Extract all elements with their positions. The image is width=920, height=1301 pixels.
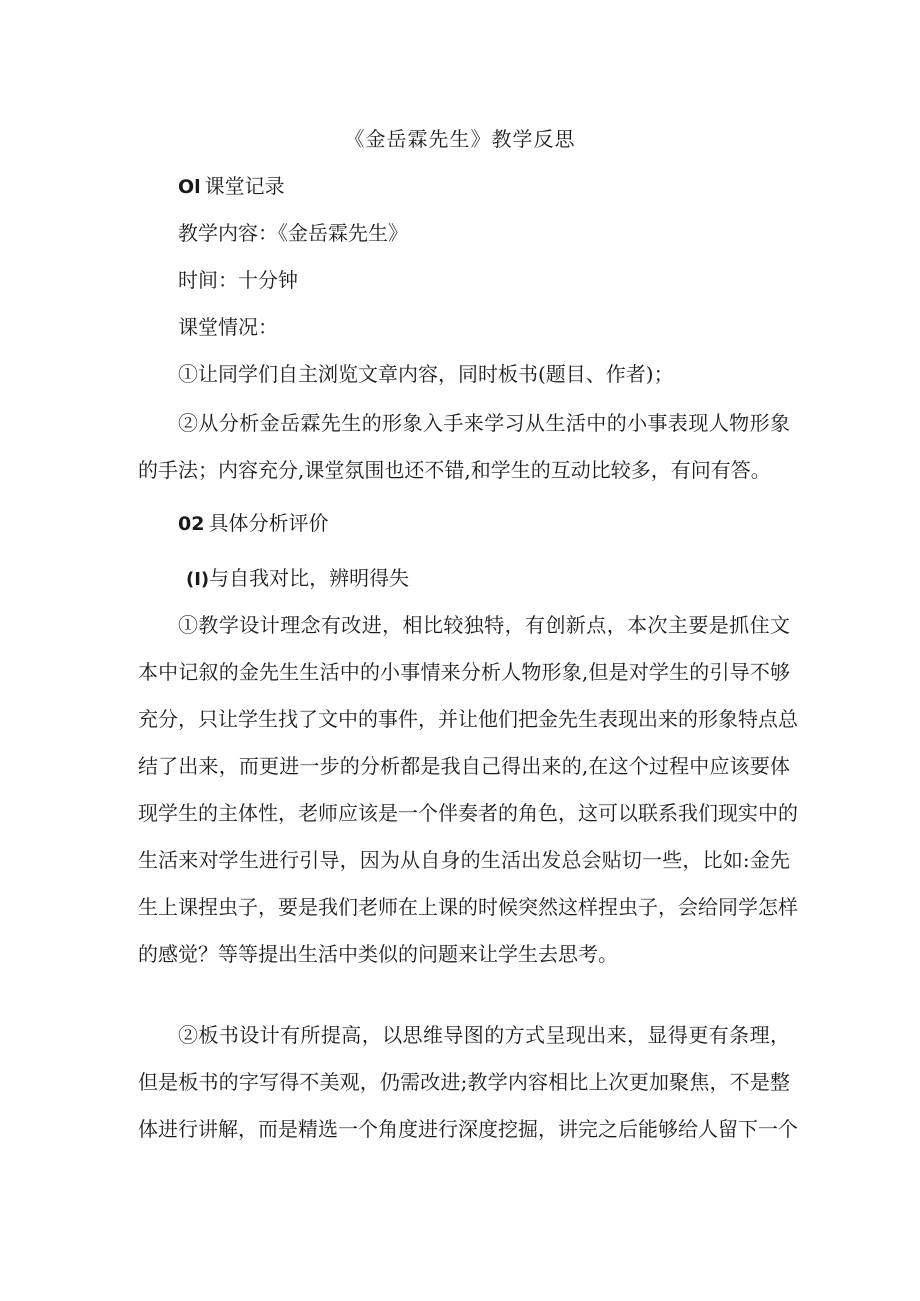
time-line: 时间：十分钟 xyxy=(178,268,298,292)
section-heading-2 xyxy=(178,508,328,539)
paragraph-line: 但是板书的字写得不美观，仍需改进;教学内容相比上次更加聚焦，不是整 xyxy=(138,1070,790,1094)
paragraph-line: 现学生的主体性，老师应该是一个伴奏者的角色，这可以联系我们现实中的 xyxy=(138,801,798,825)
teaching-content-line: 教学内容：《金岳霖先生》 xyxy=(178,221,408,245)
section-number-2: 02 xyxy=(178,513,205,535)
document-title: 《金岳霖先生》教学反思 xyxy=(344,127,576,151)
paragraph-line: 生上课捏虫子，要是我们老师在上课的时候突然这样捏虫子，会给同学怎样 xyxy=(138,895,798,919)
section-title-2: 具体分析评价 xyxy=(208,511,329,535)
subsection-title-1: 与自我对比，辨明得失 xyxy=(209,566,410,590)
class-situation-label: 课堂情况： xyxy=(178,315,278,339)
paragraph-line: ①教学设计理念有改进，相比较独特，有创新点，本次主要是抓住文 xyxy=(178,613,790,637)
paragraph-line: ②从分析金岳霖先生的形象入手来学习从生活中的小事表现人物形象 xyxy=(178,411,790,435)
paragraph-line: 体进行讲解，而是精选一个角度进行深度挖掘，讲完之后能够给人留下一个 xyxy=(138,1117,798,1141)
analysis-paragraph-1 xyxy=(138,602,798,978)
paragraph-line: 结了出来，而更进一步的分析都是我自己得出来的,在这个过程中应该要体 xyxy=(138,754,790,778)
analysis-paragraph-2 xyxy=(138,1012,798,1153)
subsection-number-1: (I) xyxy=(186,569,210,590)
paragraph-line: 生活来对学生进行引导，因为从自身的生活出发总会贴切一些，比如:金先 xyxy=(138,848,790,872)
section-heading-1 xyxy=(178,171,285,202)
paragraph-line: 的感觉？等等提出生活中类似的问题来让学生去思考。 xyxy=(138,942,618,966)
paragraph-line: 本中记叙的金先生生活中的小事情来分析人物形象,但是对学生的引导不够 xyxy=(138,660,790,684)
paragraph-line: 的手法；内容充分,课堂氛围也还不错,和学生的互动比较多，有问有答。 xyxy=(138,458,771,482)
class-item-2 xyxy=(138,400,790,494)
subsection-heading-1 xyxy=(186,563,409,595)
paragraph-line: ②板书设计有所提高，以思维导图的方式呈现出来，显得更有条理， xyxy=(178,1023,790,1047)
class-item-1: ①让同学们自主浏览文章内容，同时板书(题目、作者)； xyxy=(178,362,674,386)
section-title-1: 课堂记录 xyxy=(204,174,285,198)
paragraph-line: 充分，只让学生找了文中的事件，并让他们把金先生表现出来的形象特点总 xyxy=(138,707,798,731)
section-number-1: Ol xyxy=(178,176,201,198)
